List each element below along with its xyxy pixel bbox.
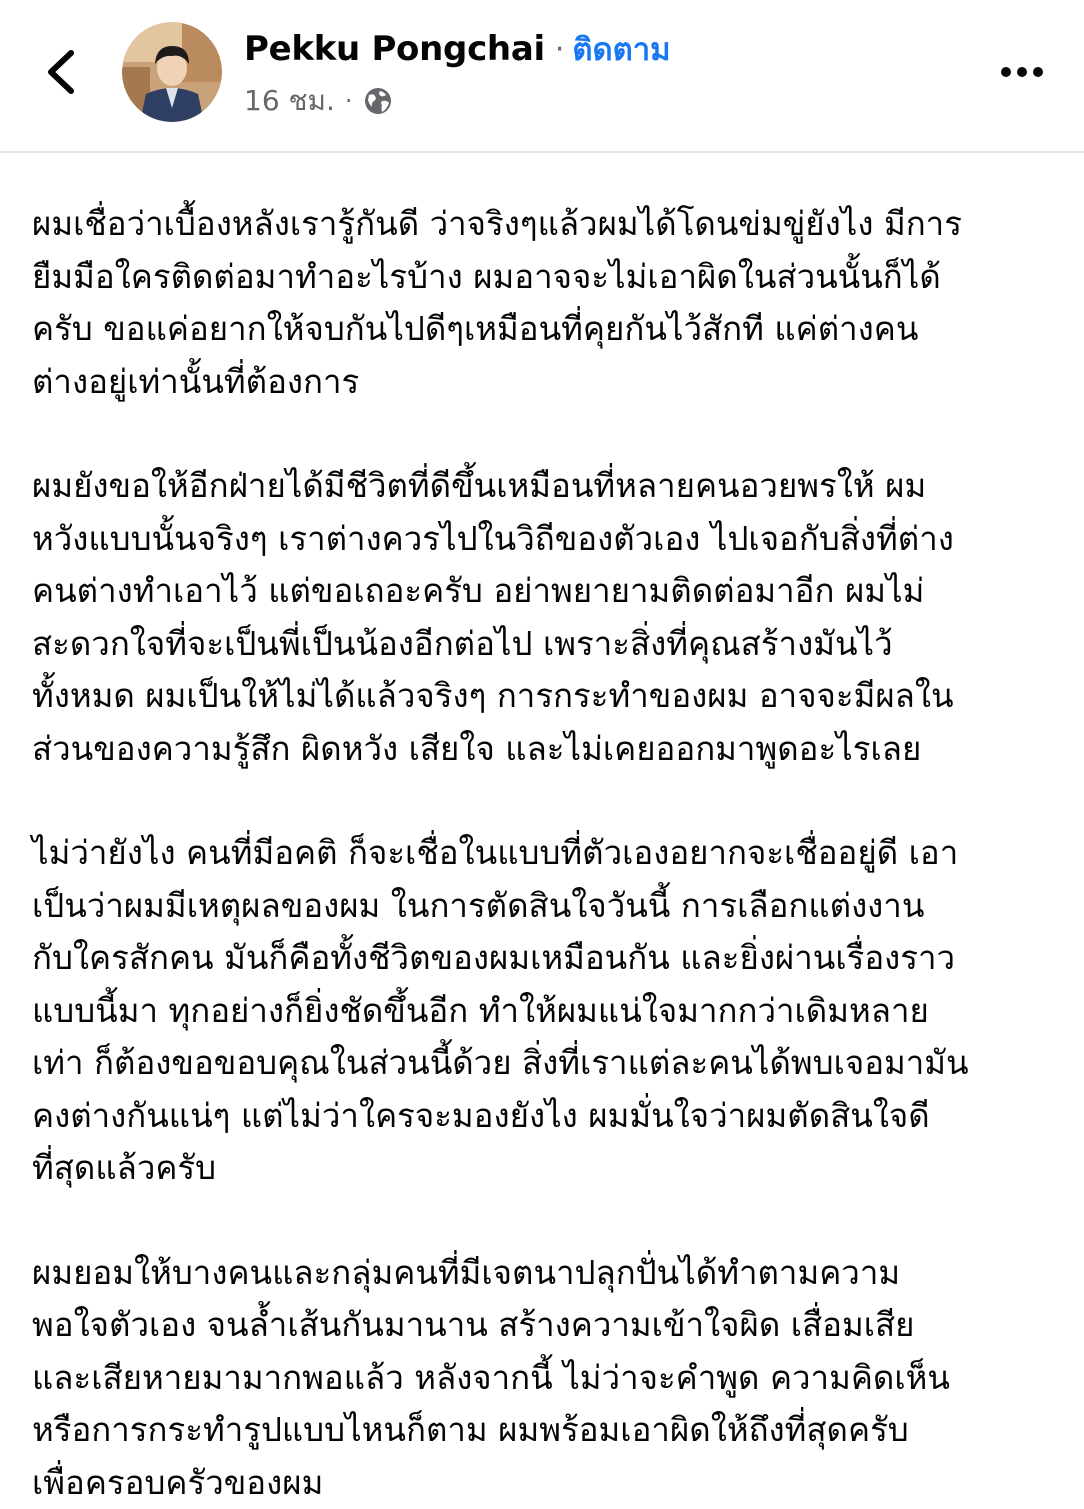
text-line: และเสียหายมามากพอแล้ว หลังจากนี้ ไม่ว่าจะคำพูด ความคิดเห็น — [32, 1357, 950, 1397]
author-name[interactable]: Pekku Pongchai — [244, 29, 545, 69]
text-line: ที่สุดแล้วครับ — [32, 1148, 217, 1187]
post-timestamp[interactable]: 16 ชม. — [244, 84, 335, 117]
text-line: เพื่อครอบครัวของผม — [32, 1462, 324, 1502]
name-separator: · — [554, 31, 565, 67]
post-paragraph — [32, 827, 1052, 1195]
text-line: ยืมมือใครติดต่อมาทำอะไรบ้าง ผมอาจจะไม่เอาผิดในส่วนนั้นก็ได้ — [32, 256, 941, 296]
chevron-left-icon — [43, 47, 77, 97]
text-line: ผมยอมให้บางคนและกลุ่มคนที่มีเจตนาปลุกปั่นได้ทำตามความ — [32, 1252, 901, 1292]
text-line: หรือการกระทำรูปแบบไหนก็ตาม ผมพร้อมเอาผิดให้ถึงที่สุดครับ — [32, 1410, 909, 1449]
post-paragraph — [32, 1247, 1052, 1509]
author-name-row — [244, 24, 671, 74]
follow-button[interactable]: ติดตาม — [572, 32, 671, 68]
globe-icon — [363, 86, 393, 116]
meta-separator: · — [344, 87, 353, 115]
back-button[interactable] — [30, 40, 90, 104]
more-options-button[interactable] — [990, 52, 1054, 92]
more-horizontal-icon — [1000, 66, 1044, 78]
text-line: ผมเชื่อว่าเบื้องหลังเรารู้กันดี ว่าจริงๆแล้วผมได้โดนข่มขู่ยังไง มีการ — [32, 204, 962, 243]
text-line: ไม่ว่ายังไง คนที่มีอคติ ก็จะเชื่อในแบบที่ตัวเองอยากจะเชื่ออยู่ดี เอา — [32, 833, 959, 872]
text-line: ครับ ขอแค่อยากให้จบกันไปดีๆเหมือนที่คุยกันไว้สักที แค่ต่างคน — [32, 309, 919, 348]
text-line: ส่วนของความรู้สึก ผิดหวัง เสียใจ และไม่เคยออกมาพูดอะไรเลย — [32, 728, 922, 768]
post-meta — [244, 80, 393, 122]
post-header — [0, 0, 1084, 153]
post-text — [32, 198, 1052, 1509]
text-line: พอใจตัวเอง จนล้ำเส้นกันมานาน สร้างความเข้าใจผิด เสื่อมเสีย — [32, 1305, 915, 1344]
text-line: แบบนี้มา ทุกอย่างก็ยิ่งชัดขึ้นอีก ทำให้ผมแน่ใจมากกว่าเดิมหลาย — [32, 990, 929, 1030]
text-line: เป็นว่าผมมีเหตุผลของผม ในการตัดสินใจวันนี้ การเลือกแต่งงาน — [32, 885, 925, 925]
author-avatar[interactable] — [122, 22, 222, 122]
text-line: กับใครสักคน มันก็คือทั้งชีวิตของผมเหมือนกัน และยิ่งผ่านเรื่องราว — [32, 938, 956, 977]
post-paragraph — [32, 460, 1052, 775]
text-line: คนต่างทำเอาไว้ แต่ขอเถอะครับ อย่าพยายามติดต่อมาอีก ผมไม่ — [32, 571, 925, 610]
text-line: เท่า ก็ต้องขอขอบคุณในส่วนนี้ด้วย สิ่งที่เราแต่ละคนได้พบเจอมามัน — [32, 1043, 969, 1082]
text-line: คงต่างกันแน่ๆ แต่ไม่ว่าใครจะมองยังไง ผมมั่นใจว่าผมตัดสินใจดี — [32, 1095, 930, 1135]
avatar-photo — [122, 22, 222, 122]
text-line: ผมยังขอให้อีกฝ่ายได้มีชีวิตที่ดีขึ้นเหมือนที่หลายคนอวยพรให้ ผม — [32, 466, 927, 505]
text-line: ทั้งหมด ผมเป็นให้ไม่ได้แล้วจริงๆ การกระทำของผม อาจจะมีผลใน — [32, 676, 954, 715]
text-line: หวังแบบนั้นจริงๆ เราต่างควรไปในวิถีของตัวเอง ไปเจอกับสิ่งที่ต่าง — [32, 518, 954, 558]
text-line: ต่างอยู่เท่านั้นที่ต้องการ — [32, 361, 360, 401]
text-line: สะดวกใจที่จะเป็นพี่เป็นน้องอีกต่อไป เพราะสิ่งที่คุณสร้างมันไว้ — [32, 623, 893, 663]
post-paragraph — [32, 198, 1052, 408]
